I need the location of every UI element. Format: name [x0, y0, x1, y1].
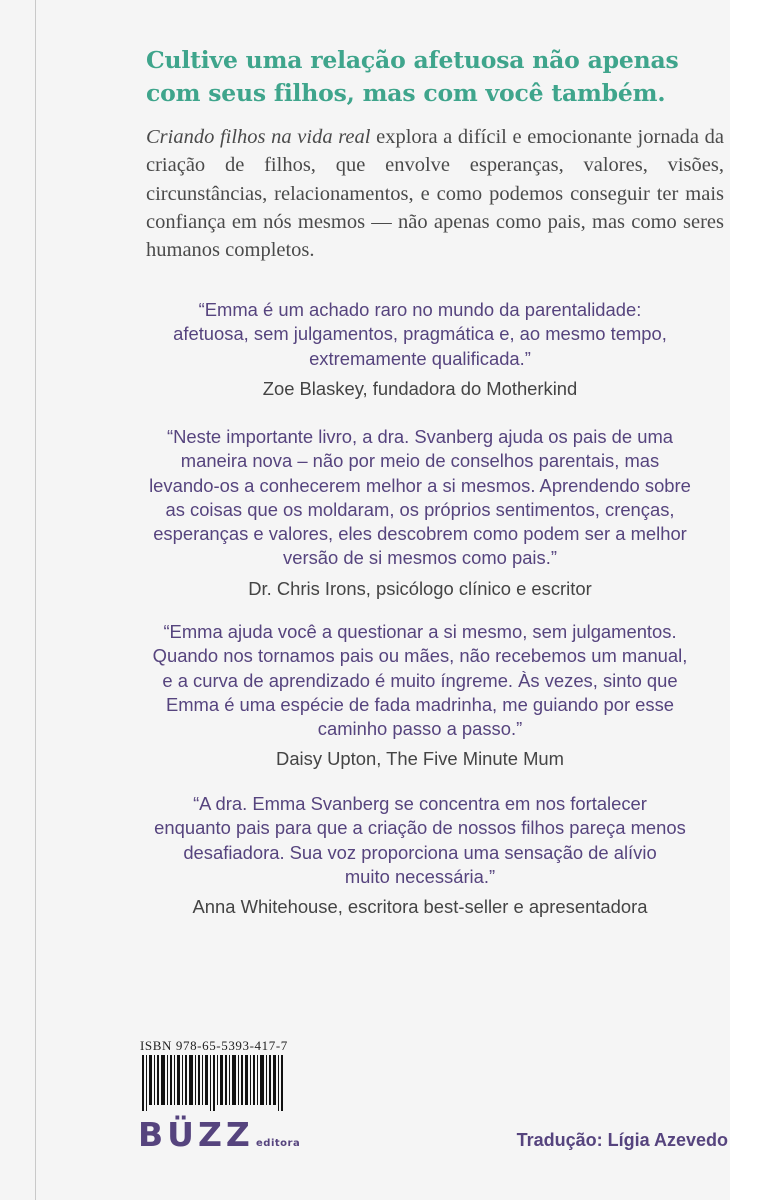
book-title-italic: Criando filhos na vida real [146, 126, 371, 148]
testimonial-line: levando-os a conhecerem melhor a si mesmos. Aprendendo sobre [149, 474, 691, 496]
testimonial-line: e a curva de aprendizado é muito íngreme. Às vezes, sinto que [162, 669, 678, 691]
headline-line-2: com seus filhos, mas com você também. [146, 79, 666, 107]
testimonial-line: Quando nos tornamos pais ou mães, não recebemos um manual, [152, 645, 688, 667]
publisher-logo: BÜZZ [138, 1115, 254, 1154]
testimonial-line: “A dra. Emma Svanberg se concentra em nos fortalecer [193, 793, 647, 814]
isbn-number: ISBN 978-65-5393-417-7 [140, 1038, 288, 1053]
testimonial-line: “Emma é um achado raro no mundo da parentalidade: [198, 299, 642, 320]
testimonial-line: desafiadora. Sua voz proporciona uma sensação de alívio [183, 841, 657, 863]
testimonial-text [120, 298, 720, 371]
testimonial-line: maneira nova – não por meio de conselhos parentais, mas [180, 450, 660, 472]
testimonial-line: caminho passo a passo.” [317, 718, 523, 740]
headline-line-1: Cultive uma relação afetuosa não apenas [146, 46, 679, 74]
book-blurb [146, 123, 724, 264]
blurb-text: explora a difícil e emocionante jornada da criação de filhos, que envolve esperanças, valores, visões, circunstâncias, relacionamentos, e como podemos conseguir ter mais confiança em nós mesmos — não apenas como pais, mas como seres humanos completos. [146, 126, 725, 262]
testimonial-2 [120, 425, 720, 601]
testimonial-author: Daisy Upton, The Five Minute Mum [276, 748, 564, 770]
testimonial-line: versão de si mesmos como pais.” [283, 547, 557, 569]
testimonial-author: Dr. Chris Irons, psicólogo clínico e escritor [248, 577, 592, 599]
testimonial-text [120, 792, 720, 889]
testimonial-line: “Neste importante livro, a dra. Svanberg ajuda os pais de uma [166, 426, 673, 447]
testimonial-1 [120, 298, 720, 401]
testimonial-3 [120, 620, 720, 771]
testimonial-4 [120, 792, 720, 919]
testimonial-line: enquanto pais para que a criação de nossos filhos pareça menos [154, 817, 686, 839]
testimonial-line: “Emma ajuda você a questionar a si mesmo, sem julgamentos. [163, 621, 677, 642]
testimonial-line: Emma é uma espécie de fada madrinha, me guiando por esse [165, 693, 675, 715]
testimonial-line: extremamente qualificada.” [309, 347, 531, 369]
testimonial-author: Anna Whitehouse, escritora best-seller e apresentadora [192, 896, 648, 918]
testimonial-line: muito necessária.” [344, 865, 496, 887]
testimonial-line: esperanças e valores, eles descobrem como podem ser a melhor [153, 523, 687, 545]
testimonial-text [120, 620, 720, 741]
barcode-icon [142, 1055, 286, 1111]
spine-fold-line [35, 0, 36, 1200]
headline [146, 44, 706, 110]
testimonial-line: afetuosa, sem julgamentos, pragmática e, ao mesmo tempo, [173, 323, 667, 345]
translation-credit: Tradução: Lígia Azevedo [516, 1130, 728, 1150]
testimonial-text [120, 425, 720, 571]
testimonial-author: Zoe Blaskey, fundadora do Motherkind [262, 377, 578, 399]
testimonial-line: as coisas que os moldaram, os próprios sentimentos, crenças, [165, 498, 675, 520]
publisher-logo-subtitle: editora [256, 1138, 301, 1149]
